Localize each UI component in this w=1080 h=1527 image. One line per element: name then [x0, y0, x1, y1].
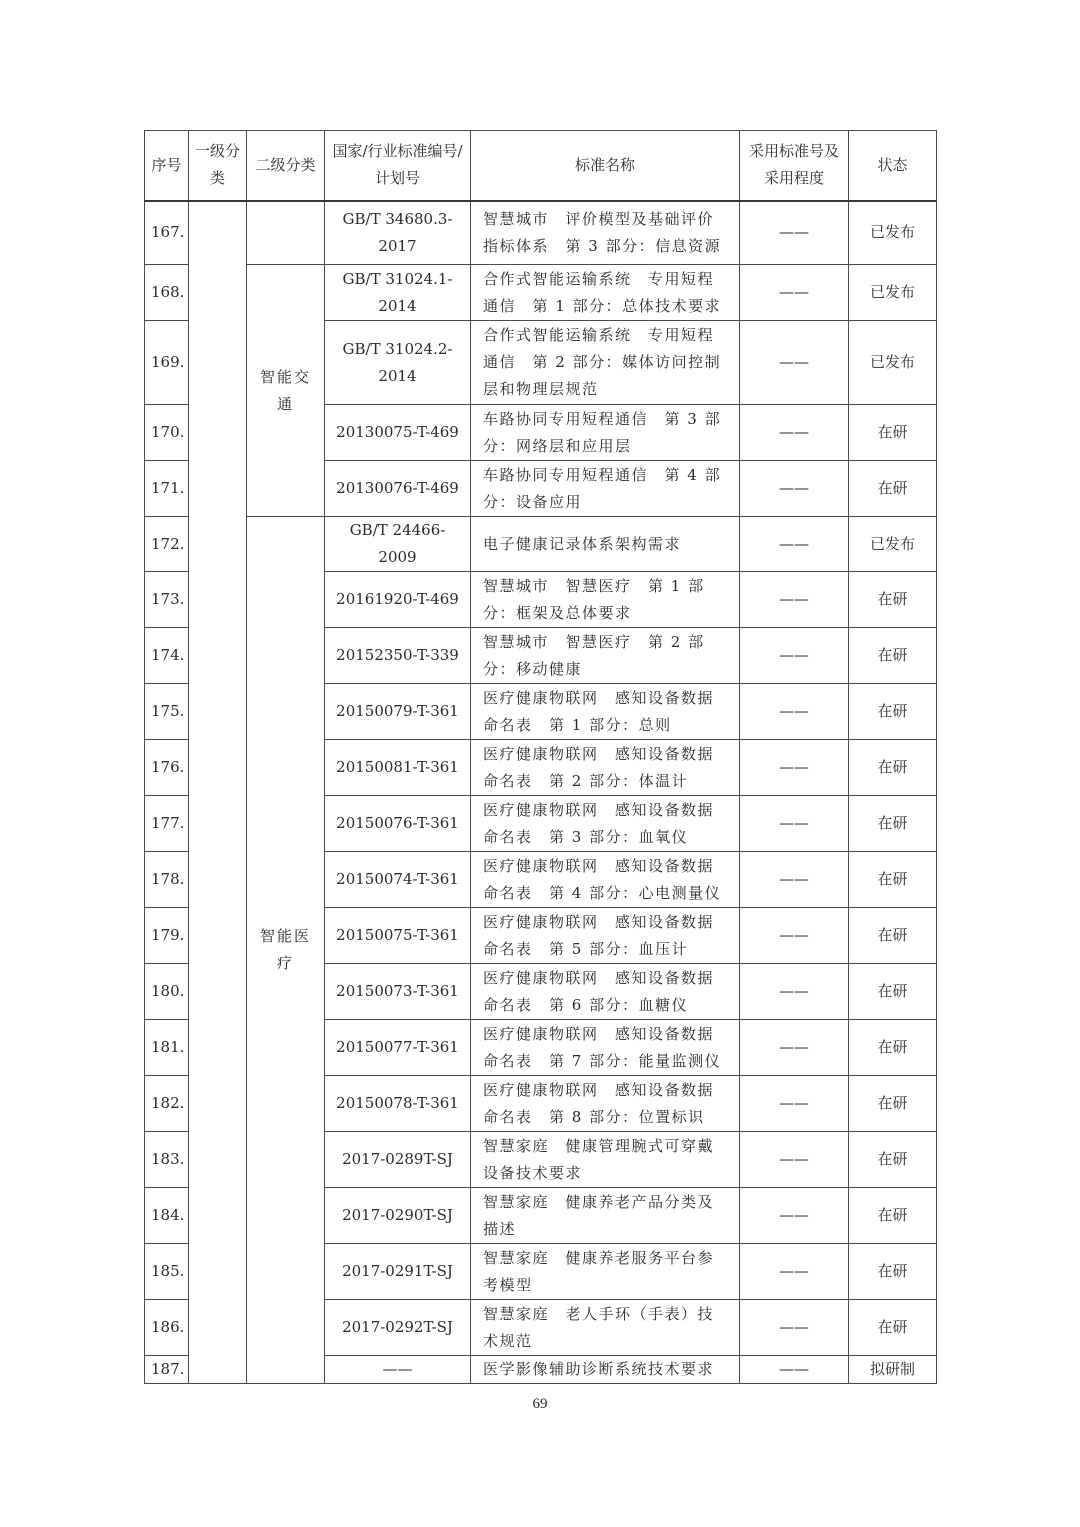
row-adopt: —— — [740, 405, 849, 461]
row-adopt: —— — [740, 265, 849, 321]
row-status: 在研 — [849, 964, 937, 1020]
row-status: 在研 — [849, 684, 937, 740]
row-name: 医疗健康物联网 感知设备数据命名表 第 5 部分：血压计 — [471, 908, 740, 964]
row-code: 20150076-T-361 — [325, 796, 471, 852]
header-level2: 二级分类 — [247, 131, 325, 201]
page-number: 69 — [532, 1396, 548, 1412]
row-adopt: —— — [740, 964, 849, 1020]
row-code: GB/T 34680.3-2017 — [325, 201, 471, 265]
row-code: 20150077-T-361 — [325, 1020, 471, 1076]
row-name: 电子健康记录体系架构需求 — [471, 517, 740, 572]
row-code: 2017-0291T-SJ — [325, 1244, 471, 1300]
row-seq: 178. — [145, 852, 189, 908]
row-code: 20150075-T-361 — [325, 908, 471, 964]
row-name: 合作式智能运输系统 专用短程通信 第 1 部分：总体技术要求 — [471, 265, 740, 321]
row-status: 在研 — [849, 628, 937, 684]
row-status: 在研 — [849, 1132, 937, 1188]
row-seq: 168. — [145, 265, 189, 321]
row-code: —— — [325, 1356, 471, 1384]
row-status: 在研 — [849, 1020, 937, 1076]
row-name: 车路协同专用短程通信 第 3 部分：网络层和应用层 — [471, 405, 740, 461]
row-status: 已发布 — [849, 321, 937, 405]
row-seq: 184. — [145, 1188, 189, 1244]
row-seq: 174. — [145, 628, 189, 684]
row-adopt: —— — [740, 517, 849, 572]
table-header-row — [145, 131, 937, 201]
row-seq: 183. — [145, 1132, 189, 1188]
row-status: 已发布 — [849, 265, 937, 321]
row-status: 在研 — [849, 1188, 937, 1244]
row-adopt: —— — [740, 796, 849, 852]
row-adopt: —— — [740, 1356, 849, 1384]
row-adopt: —— — [740, 628, 849, 684]
row-seq: 181. — [145, 1020, 189, 1076]
row-name: 智慧家庭 老人手环（手表）技术规范 — [471, 1300, 740, 1356]
row-adopt: —— — [740, 1300, 849, 1356]
row-code: 20130076-T-469 — [325, 461, 471, 517]
header-level1: 一级分类 — [189, 131, 247, 201]
header-status: 状态 — [849, 131, 937, 201]
row-seq: 171. — [145, 461, 189, 517]
row-name: 车路协同专用短程通信 第 4 部分：设备应用 — [471, 461, 740, 517]
level2-category-cell — [247, 201, 325, 265]
row-adopt: —— — [740, 1244, 849, 1300]
row-code: 20150074-T-361 — [325, 852, 471, 908]
level1-category-cell — [189, 201, 247, 1384]
row-name: 智慧家庭 健康管理腕式可穿戴设备技术要求 — [471, 1132, 740, 1188]
row-status: 已发布 — [849, 201, 937, 265]
row-code: 20150078-T-361 — [325, 1076, 471, 1132]
row-seq: 187. — [145, 1356, 189, 1384]
row-name: 医疗健康物联网 感知设备数据命名表 第 6 部分：血糖仪 — [471, 964, 740, 1020]
row-code: 20150081-T-361 — [325, 740, 471, 796]
row-code: GB/T 24466-2009 — [325, 517, 471, 572]
row-name: 智慧城市 智慧医疗 第 1 部分：框架及总体要求 — [471, 572, 740, 628]
row-seq: 175. — [145, 684, 189, 740]
row-code: GB/T 31024.1-2014 — [325, 265, 471, 321]
row-status: 在研 — [849, 1244, 937, 1300]
row-code: 2017-0292T-SJ — [325, 1300, 471, 1356]
row-name: 智慧家庭 健康养老服务平台参考模型 — [471, 1244, 740, 1300]
row-seq: 176. — [145, 740, 189, 796]
header-seq: 序号 — [145, 131, 189, 201]
row-adopt: —— — [740, 321, 849, 405]
row-code: 20161920-T-469 — [325, 572, 471, 628]
row-code: GB/T 31024.2-2014 — [325, 321, 471, 405]
row-seq: 185. — [145, 1244, 189, 1300]
row-seq: 186. — [145, 1300, 189, 1356]
row-adopt: —— — [740, 852, 849, 908]
row-name: 医学影像辅助诊断系统技术要求 — [471, 1356, 740, 1384]
header-adopt: 采用标准号及采用程度 — [740, 131, 849, 201]
row-code: 20130075-T-469 — [325, 405, 471, 461]
row-adopt: —— — [740, 1188, 849, 1244]
row-seq: 182. — [145, 1076, 189, 1132]
row-code: 20150079-T-361 — [325, 684, 471, 740]
row-adopt: —— — [740, 1076, 849, 1132]
row-status: 在研 — [849, 796, 937, 852]
row-adopt: —— — [740, 461, 849, 517]
header-code: 国家/行业标准编号/计划号 — [325, 131, 471, 201]
row-adopt: —— — [740, 572, 849, 628]
table-row — [145, 265, 937, 321]
header-name: 标准名称 — [471, 131, 740, 201]
row-code: 2017-0289T-SJ — [325, 1132, 471, 1188]
row-name: 医疗健康物联网 感知设备数据命名表 第 8 部分：位置标识 — [471, 1076, 740, 1132]
row-status: 在研 — [849, 740, 937, 796]
row-code: 20150073-T-361 — [325, 964, 471, 1020]
row-status: 在研 — [849, 405, 937, 461]
row-status: 在研 — [849, 572, 937, 628]
table-row — [145, 201, 937, 265]
row-seq: 170. — [145, 405, 189, 461]
row-code: 20152350-T-339 — [325, 628, 471, 684]
category-traffic: 智能交通 — [247, 265, 325, 517]
row-name: 医疗健康物联网 感知设备数据命名表 第 2 部分：体温计 — [471, 740, 740, 796]
row-seq: 167. — [145, 201, 189, 265]
row-name: 智慧城市 智慧医疗 第 2 部分：移动健康 — [471, 628, 740, 684]
row-status: 拟研制 — [849, 1356, 937, 1384]
row-seq: 180. — [145, 964, 189, 1020]
row-name: 智慧家庭 健康养老产品分类及描述 — [471, 1188, 740, 1244]
row-adopt: —— — [740, 1020, 849, 1076]
row-seq: 173. — [145, 572, 189, 628]
standards-table — [144, 130, 937, 1384]
row-status: 在研 — [849, 852, 937, 908]
row-name: 医疗健康物联网 感知设备数据命名表 第 7 部分：能量监测仪 — [471, 1020, 740, 1076]
row-status: 在研 — [849, 1300, 937, 1356]
row-code: 2017-0290T-SJ — [325, 1188, 471, 1244]
row-status: 已发布 — [849, 517, 937, 572]
category-medical: 智能医疗 — [247, 517, 325, 1384]
row-name: 医疗健康物联网 感知设备数据命名表 第 3 部分：血氧仪 — [471, 796, 740, 852]
row-adopt: —— — [740, 908, 849, 964]
row-name: 合作式智能运输系统 专用短程通信 第 2 部分：媒体访问控制层和物理层规范 — [471, 321, 740, 405]
row-name: 医疗健康物联网 感知设备数据命名表 第 1 部分：总则 — [471, 684, 740, 740]
row-name: 医疗健康物联网 感知设备数据命名表 第 4 部分：心电测量仪 — [471, 852, 740, 908]
row-adopt: —— — [740, 740, 849, 796]
row-name: 智慧城市 评价模型及基础评价指标体系 第 3 部分：信息资源 — [471, 201, 740, 265]
row-seq: 179. — [145, 908, 189, 964]
row-adopt: —— — [740, 1132, 849, 1188]
row-seq: 177. — [145, 796, 189, 852]
table-row — [145, 517, 937, 572]
row-status: 在研 — [849, 908, 937, 964]
row-status: 在研 — [849, 1076, 937, 1132]
row-adopt: —— — [740, 201, 849, 265]
row-seq: 172. — [145, 517, 189, 572]
row-adopt: —— — [740, 684, 849, 740]
row-seq: 169. — [145, 321, 189, 405]
row-status: 在研 — [849, 461, 937, 517]
